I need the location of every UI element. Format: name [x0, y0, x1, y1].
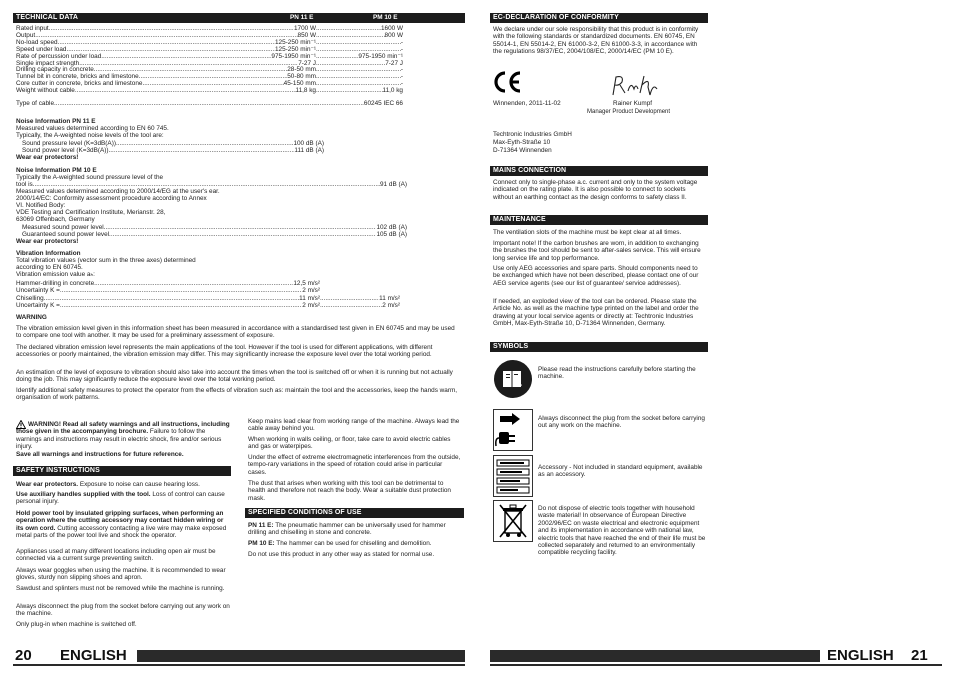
noise-row: Sound pressure level (K=3dB(A)) ..... 100 dB (A): [22, 140, 324, 147]
spec-row: Drilling capacity in concrete ..... 28-50 mm: [16, 66, 316, 73]
accessory-icon: [493, 455, 533, 497]
ec-declaration-header: EC-DECLARATION OF CONFORMITY: [490, 13, 708, 23]
warning-paragraph: The vibration emission level given in this information sheet has been measured in accordance with a standardised test given in EN 60745 and may be used to compare one tool with another. It may be used for a preliminary assessment of exposure.: [16, 325, 455, 340]
warning-paragraph: An estimation of the level of exposure to vibration should also take into account the times when the tool is switched off or when it is running but not actually doing the job. This may significantly reduce the exposure level over the total working period.: [16, 369, 453, 384]
safety-warning: WARNING! Read all safety warnings and all instructions, including those given in the accompanying brochure. Failure to follow the warnings and instructions may result in electric shock, fire and/or serious injury.: [16, 421, 230, 451]
maintenance-text: The ventilation slots of the machine must be kept clear at all times.: [493, 229, 682, 236]
safety-item: Use auxiliary handles supplied with the tool. Loss of control can cause personal injury.: [16, 491, 225, 506]
safety-save: Save all warnings and instructions for future reference.: [16, 451, 184, 458]
safety-item: Only plug-in when machine is switched off.: [16, 621, 137, 628]
place-date: Winnenden, 2011-11-02: [493, 100, 561, 107]
noise-pn-line: Typically, the A-weighted noise levels of the tool are:: [16, 132, 164, 139]
safety-item: Always wear goggles when using the machine. It is recommended to wear gloves, sturdy non slipping shoes and apron.: [16, 567, 226, 582]
maintenance-text: Use only AEG accessories and spare parts. Should components need to be exchanged which have not been described, please contact one of our AEG service agents (see our list of guarantee/ service addresses).: [493, 265, 699, 287]
spec-row: Single impact strength ..... 7-27 J: [16, 60, 316, 67]
spec-row-pm10: ..... 975-1950 min⁻¹: [316, 53, 403, 60]
vibration-line: Total vibration values (vector sum in the three axes) determined: [16, 257, 196, 264]
spec-row-pm10: ..... 7-27 J: [316, 60, 403, 67]
symbol-description: Do not dispose of electric tools together with household waste material! In observance of European Directive 2002/96/EC on waste electrical and electronic equipment and its implementation in accordance with national law, electric tools that have reached the end of their life must be collected separately and returned to an environmentally compatible recycling facility.: [538, 505, 706, 557]
page-number-right: 21: [911, 647, 928, 664]
safety-item: When working in walls ceiling, or floor, take care to avoid electric cables and gas or waterpipes.: [248, 436, 451, 451]
weee-bin-icon: [493, 500, 533, 542]
vibration-line: according to EN 60745.: [16, 264, 83, 271]
maintenance-header: MAINTENANCE: [490, 215, 708, 225]
spec-row: Output ..... 850 W: [16, 32, 316, 39]
spec-row-pm10: ..... 60245 IEC 66: [316, 100, 403, 107]
noise-row: Measured sound power level ..... 102 dB (A): [22, 224, 407, 231]
warning-paragraph: Identify additional safety measures to protect the operator from the effects of vibration such as: maintain the tool and the accessories, keep the hands warm, organisation of work patterns.: [16, 387, 458, 402]
noise-pn-title: Noise Information PN 11 E: [16, 118, 96, 125]
noise-row: tool is ..... 91 dB (A): [16, 181, 407, 188]
footer-bar-left: [137, 650, 465, 662]
spec-row: Rate of percussion under load ..... 975-1950 min⁻¹: [16, 53, 316, 60]
specified-conditions-header: SPECIFIED CONDITIONS OF USE: [245, 508, 464, 518]
spec-row-pm10: ..... -: [316, 73, 403, 80]
spec-row-pm10: ..... -: [316, 46, 403, 53]
read-manual-icon: [493, 359, 533, 399]
symbols-header: SYMBOLS: [490, 342, 708, 352]
noise-row: Sound power level (K=3dB(A)) ..... 111 dB (A): [22, 147, 324, 154]
noise-pn-line: Measured values determined according to EN 60 745.: [16, 125, 169, 132]
vibration-title: Vibration Information: [16, 250, 81, 257]
spec-row-pm10: ..... 11,0 kg: [316, 87, 403, 94]
spec-row: Type of cable .....: [16, 100, 316, 107]
mains-text: Connect only to single-phase a.c. current and only to the system voltage indicated on the rating plate. It is also possible to connect to sockets without an earthing contact as the design conforms to safety class II.: [493, 179, 698, 201]
safety-instructions-header: SAFETY INSTRUCTIONS: [13, 466, 231, 476]
noise-pm-line: Measured values determined according to 2000/14/EG at the user's ear.: [16, 188, 220, 195]
safety-item: Appliances used at many different locations including open air must be connected via a current surge preventing switch.: [16, 548, 216, 563]
footer-line-right: [490, 664, 942, 666]
mains-connection-header: MAINS CONNECTION: [490, 166, 708, 176]
spec-row-pm10: ..... -: [316, 39, 403, 46]
use-item: Do not use this product in any other way as stated for normal use.: [248, 551, 435, 558]
vibration-row: Chiselling ..... 11 m/s²: [16, 295, 320, 302]
safety-item: The dust that arises when working with this tool can be detrimental to health and therefore not reach the body. Wear a suitable dust protection mask.: [248, 480, 451, 502]
page-language-left: ENGLISH: [60, 647, 127, 664]
spec-row-pm10: ..... 1600 W: [316, 25, 403, 32]
noise-pm-line: VI. Notified Body:: [16, 202, 66, 209]
spec-row-pm10: ..... -: [316, 66, 403, 73]
col-header-pn11: PN 11 E: [290, 14, 314, 21]
use-item: PN 11 E: The pneumatic hammer can be universally used for hammer drilling and chiselling in stone and concrete.: [248, 522, 446, 537]
spec-row: Rated input ..... 1700 W: [16, 25, 316, 32]
symbol-description: Please read the instructions carefully before starting the machine.: [538, 366, 696, 381]
wear-ear-note: Wear ear protectors!: [16, 238, 79, 245]
signer-name: Rainer Kumpf: [613, 100, 653, 107]
warning-paragraph: The declared vibration emission level represents the main applications of the tool. However if the tool is used for different applications, with different accessories or poorly maintained, the vibration emission may differ. This may significantly increase the exposure level over the total working period.: [16, 344, 433, 359]
safety-item: Always disconnect the plug from the socket before carrying out any work on the machine.: [16, 603, 230, 618]
signature-icon: [610, 73, 662, 99]
wear-ear-note: Wear ear protectors!: [16, 154, 79, 161]
safety-item: Hold power tool by insulated gripping surfaces, when performing an operation where the cutting accessory may contact hidden wiring or its own cord. Cutting accessory contacting a live wire may make exposed metal parts of the power tool live and shock the operator.: [16, 510, 227, 540]
spec-row-pm10: ..... -: [316, 80, 403, 87]
vibration-row-pm10: ..... 11 m/s²: [320, 295, 400, 302]
symbol-description: Accessory - Not included in standard equipment, available as an accessory.: [538, 464, 703, 479]
vibration-row: Uncertainty K = ..... 2 m/s²: [16, 287, 320, 294]
company-address: Techtronic Industries GmbH: [493, 131, 572, 138]
spec-row: Tunnel bit in concrete, bricks and limestone ..... 50-80 mm: [16, 73, 316, 80]
spec-row: No-load speed ..... 125-250 min⁻¹: [16, 39, 316, 46]
safety-item: Keep mains lead clear from working range of the machine. Always lead the cable away behind you.: [248, 418, 460, 433]
safety-item: Sawdust and splinters must not be removed while the machine is running.: [16, 585, 225, 592]
spec-row: Core cutter in concrete, bricks and limestone ..... 45-150 mm: [16, 80, 316, 87]
safety-item: Wear ear protectors. Exposure to noise can cause hearing loss.: [16, 481, 200, 488]
footer-bar-right: [490, 650, 820, 662]
ce-mark-icon: [493, 70, 523, 94]
spec-row-pm10: ..... 800 W: [316, 32, 403, 39]
noise-pm-line: 2000/14/EC: Conformity assessment procedure according to Annex: [16, 195, 207, 202]
use-item: PM 10 E: The hammer can be used for chiselling and demolition.: [248, 540, 432, 547]
safety-item: Under the effect of extreme electromagnetic interferences from the outside, tempo-rary variations in the speed of rotation could arise in particular cases.: [248, 454, 461, 476]
vibration-row: Hammer-drilling in concrete ..... 12,5 m/s²: [16, 280, 320, 287]
noise-pm-line: Typically the A-weighted sound pressure level of the: [16, 174, 164, 181]
page-number-left: 20: [15, 647, 32, 664]
maintenance-text: Important note! If the carbon brushes are worn, in addition to exchanging the brushes the tool should be sent to after-sales service. This will ensure long service life and top performance.: [493, 240, 701, 262]
signer-title: Manager Product Development: [587, 109, 671, 115]
noise-row: Guaranteed sound power level ..... 105 dB (A): [22, 231, 407, 238]
noise-pm-line: VDE Testing and Certification Institute, Merianstr. 28,: [16, 209, 166, 216]
vibration-row-pm10: ..... 2 m/s²: [320, 302, 400, 309]
vibration-row: Uncertainty K = ..... 2 m/s²: [16, 302, 320, 309]
ec-declaration-text: We declare under our sole responsibility that this product is in conformity with the following standards or standardized documents. EN 60745, EN 55014-1, EN 55014-2, EN 61000-3-2, EN 61000-3-3, in accordance with the regulations 98/37/EC, 2004/108/EC, 2000/14/EC (PM 10 E).: [493, 26, 699, 56]
page-language-right: ENGLISH: [827, 647, 894, 664]
footer-line-left: [13, 664, 465, 666]
spec-row: Speed under load ..... 125-250 min⁻¹: [16, 46, 316, 53]
symbol-description: Always disconnect the plug from the socket before carrying out any work on the machine.: [538, 415, 705, 430]
company-address: D-71364 Winnenden: [493, 147, 552, 154]
technical-data-header: TECHNICAL DATA: [13, 13, 465, 23]
vibration-line: Vibration emission value aₕ:: [16, 271, 95, 278]
company-address: Max-Eyth-Straße 10: [493, 139, 551, 146]
maintenance-text: If needed, an exploded view of the tool can be ordered. Please state the Article No. as well as the machine type printed on the label and order the drawing at your local service agents or directly at: Techtronic Industries GmbH, Max-Eyth-Straße 10, D-71364 Winnenden, Germany.: [493, 298, 699, 328]
spec-row: Weight without cable ..... 11,8 kg: [16, 87, 316, 94]
noise-pm-title: Noise Information PM 10 E: [16, 167, 97, 174]
unplug-icon: [493, 409, 533, 451]
warning-title: WARNING: [16, 314, 47, 321]
col-header-pm10: PM 10 E: [373, 14, 398, 21]
noise-pm-line: 63069 Offenbach, Germany: [16, 216, 95, 223]
